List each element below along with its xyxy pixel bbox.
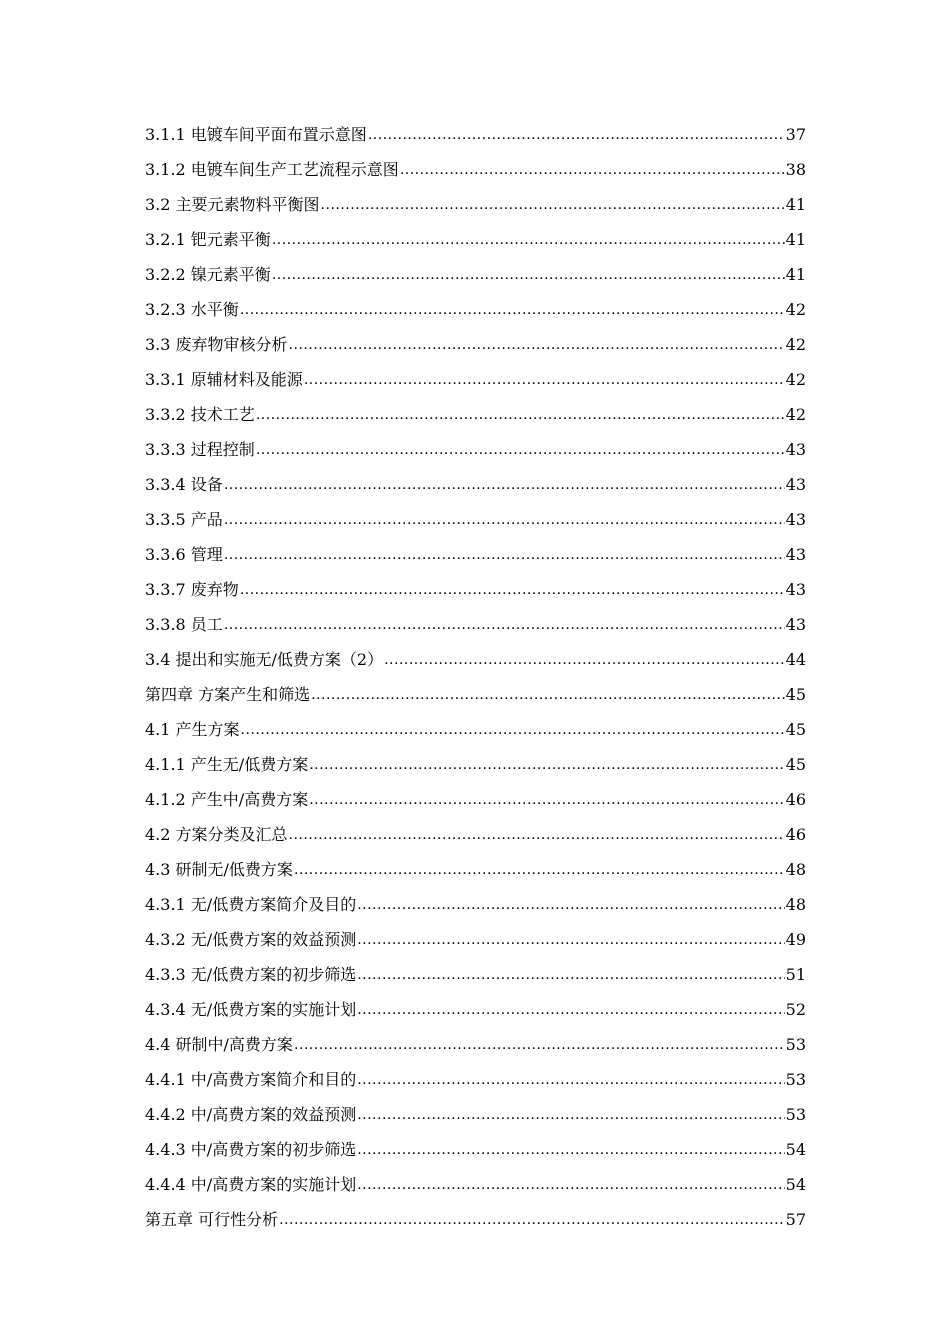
toc-entry-page: 45 <box>785 755 806 774</box>
toc-entry-page: 43 <box>785 580 806 599</box>
toc-dot-leader <box>311 684 785 705</box>
toc-dot-leader <box>224 614 785 635</box>
toc-dot-leader <box>304 369 785 390</box>
toc-entry-title: 4.4.2 中/高费方案的效益预测 <box>145 1105 357 1124</box>
toc-entry-page: 57 <box>785 1210 806 1229</box>
toc-entry-title: 3.3.8 员工 <box>145 615 223 634</box>
toc-dot-leader <box>357 1139 784 1160</box>
toc-entry-page: 42 <box>785 405 806 424</box>
toc-entry-title: 4.4.1 中/高费方案简介和目的 <box>145 1070 357 1089</box>
toc-entry-page: 46 <box>785 825 806 844</box>
toc-entry[interactable] <box>145 145 806 180</box>
toc-entry[interactable] <box>145 915 806 950</box>
toc-entry-title: 4.2 方案分类及汇总 <box>145 825 288 844</box>
toc-dot-leader <box>256 439 785 460</box>
toc-entry-page: 52 <box>785 1000 806 1019</box>
toc-dot-leader <box>321 194 785 215</box>
toc-entry-page: 43 <box>785 475 806 494</box>
toc-entry-title: 3.3.3 过程控制 <box>145 440 255 459</box>
toc-entry-page: 41 <box>785 195 806 214</box>
toc-entry[interactable] <box>145 635 806 670</box>
toc-entry[interactable] <box>145 1160 806 1195</box>
toc-entry-title: 4.1 产生方案 <box>145 720 240 739</box>
toc-entry[interactable] <box>145 1055 806 1090</box>
toc-entry[interactable] <box>145 250 806 285</box>
toc-entry[interactable] <box>145 530 806 565</box>
toc-entry-title: 3.2 主要元素物料平衡图 <box>145 195 320 214</box>
toc-entry-page: 46 <box>785 790 806 809</box>
toc-entry-page: 49 <box>785 930 806 949</box>
toc-entry[interactable] <box>145 215 806 250</box>
toc-entry[interactable] <box>145 180 806 215</box>
toc-dot-leader <box>256 404 785 425</box>
toc-entry-page: 42 <box>785 335 806 354</box>
toc-entry[interactable] <box>145 845 806 880</box>
toc-entry[interactable] <box>145 320 806 355</box>
toc-dot-leader <box>357 964 784 985</box>
toc-entry-page: 42 <box>785 300 806 319</box>
toc-entry-title: 3.2.1 钯元素平衡 <box>145 230 271 249</box>
toc-entry-page: 38 <box>785 160 806 179</box>
toc-dot-leader <box>309 789 784 810</box>
toc-entry[interactable] <box>145 810 806 845</box>
toc-dot-leader <box>400 159 785 180</box>
toc-dot-leader <box>272 229 785 250</box>
toc-dot-leader <box>272 264 785 285</box>
toc-dot-leader <box>384 649 785 670</box>
toc-entry-title: 4.4.3 中/高费方案的初步筛选 <box>145 1140 357 1159</box>
toc-entry[interactable] <box>145 110 806 145</box>
toc-entry-page: 43 <box>785 440 806 459</box>
toc-entry[interactable] <box>145 390 806 425</box>
toc-entry[interactable] <box>145 565 806 600</box>
toc-entry-title: 4.3.3 无/低费方案的初步筛选 <box>145 965 357 984</box>
toc-dot-leader <box>240 579 785 600</box>
toc-dot-leader <box>241 719 785 740</box>
toc-entry-page: 53 <box>785 1070 806 1089</box>
toc-dot-leader <box>289 824 785 845</box>
toc-entry-title: 3.3.4 设备 <box>145 475 223 494</box>
toc-entry-title: 3.3.2 技术工艺 <box>145 405 255 424</box>
toc-dot-leader <box>224 544 785 565</box>
toc-dot-leader <box>224 509 785 530</box>
toc-dot-leader <box>357 1104 784 1125</box>
toc-entry[interactable] <box>145 1195 806 1230</box>
toc-dot-leader <box>357 1174 784 1195</box>
toc-dot-leader <box>309 754 784 775</box>
toc-dot-leader <box>224 474 785 495</box>
toc-entry[interactable] <box>145 600 806 635</box>
toc-entry-title: 3.2.2 镍元素平衡 <box>145 265 271 284</box>
toc-entry-page: 44 <box>785 650 806 669</box>
table-of-contents <box>145 110 806 1230</box>
toc-entry-page: 48 <box>785 860 806 879</box>
toc-entry-title: 4.3.4 无/低费方案的实施计划 <box>145 1000 357 1019</box>
toc-entry-title: 4.3.1 无/低费方案简介及目的 <box>145 895 357 914</box>
toc-entry-page: 41 <box>785 230 806 249</box>
toc-entry-page: 45 <box>785 720 806 739</box>
toc-entry[interactable] <box>145 1125 806 1160</box>
toc-entry-title: 3.3.7 废弃物 <box>145 580 239 599</box>
toc-dot-leader <box>357 894 784 915</box>
toc-entry-page: 41 <box>785 265 806 284</box>
toc-entry-page: 45 <box>785 685 806 704</box>
toc-entry-page: 53 <box>785 1105 806 1124</box>
toc-entry-title: 第五章 可行性分析 <box>145 1210 279 1229</box>
toc-entry[interactable] <box>145 880 806 915</box>
toc-entry[interactable] <box>145 355 806 390</box>
toc-entry[interactable] <box>145 425 806 460</box>
toc-entry-title: 3.3 废弃物审核分析 <box>145 335 288 354</box>
toc-entry[interactable] <box>145 1020 806 1055</box>
toc-entry-title: 4.3 研制无/低费方案 <box>145 860 293 879</box>
toc-entry[interactable] <box>145 460 806 495</box>
toc-entry-page: 54 <box>785 1140 806 1159</box>
toc-dot-leader <box>289 334 785 355</box>
toc-entry[interactable] <box>145 740 806 775</box>
toc-entry-page: 43 <box>785 545 806 564</box>
toc-entry-title: 4.1.1 产生无/低费方案 <box>145 755 309 774</box>
toc-dot-leader <box>357 999 784 1020</box>
toc-entry-title: 3.1.2 电镀车间生产工艺流程示意图 <box>145 160 399 179</box>
toc-dot-leader <box>357 1069 784 1090</box>
toc-dot-leader <box>368 124 785 145</box>
toc-entry-title: 4.4.4 中/高费方案的实施计划 <box>145 1175 357 1194</box>
toc-entry-title: 3.4 提出和实施无/低费方案（2） <box>145 650 384 669</box>
toc-dot-leader <box>357 929 784 950</box>
toc-entry-title: 4.4 研制中/高费方案 <box>145 1035 293 1054</box>
toc-dot-leader <box>294 859 785 880</box>
toc-entry-title: 3.3.6 管理 <box>145 545 223 564</box>
toc-entry-title: 3.2.3 水平衡 <box>145 300 239 319</box>
toc-entry[interactable] <box>145 705 806 740</box>
toc-dot-leader <box>294 1034 785 1055</box>
toc-dot-leader <box>279 1209 785 1230</box>
toc-entry[interactable] <box>145 985 806 1020</box>
toc-entry-page: 48 <box>785 895 806 914</box>
toc-entry-title: 4.3.2 无/低费方案的效益预测 <box>145 930 357 949</box>
toc-entry-title: 第四章 方案产生和筛选 <box>145 685 311 704</box>
toc-entry[interactable] <box>145 775 806 810</box>
toc-entry[interactable] <box>145 1090 806 1125</box>
toc-dot-leader <box>240 299 785 320</box>
toc-entry-page: 51 <box>785 965 806 984</box>
toc-entry-title: 4.1.2 产生中/高费方案 <box>145 790 309 809</box>
toc-entry[interactable] <box>145 670 806 705</box>
toc-entry[interactable] <box>145 495 806 530</box>
toc-entry[interactable] <box>145 285 806 320</box>
toc-entry-page: 43 <box>785 510 806 529</box>
toc-entry-title: 3.3.1 原辅材料及能源 <box>145 370 303 389</box>
toc-entry-page: 37 <box>785 125 806 144</box>
toc-entry-page: 42 <box>785 370 806 389</box>
toc-entry-page: 43 <box>785 615 806 634</box>
toc-entry-title: 3.1.1 电镀车间平面布置示意图 <box>145 125 367 144</box>
toc-entry-page: 54 <box>785 1175 806 1194</box>
toc-entry-title: 3.3.5 产品 <box>145 510 223 529</box>
toc-entry-page: 53 <box>785 1035 806 1054</box>
toc-entry[interactable] <box>145 950 806 985</box>
